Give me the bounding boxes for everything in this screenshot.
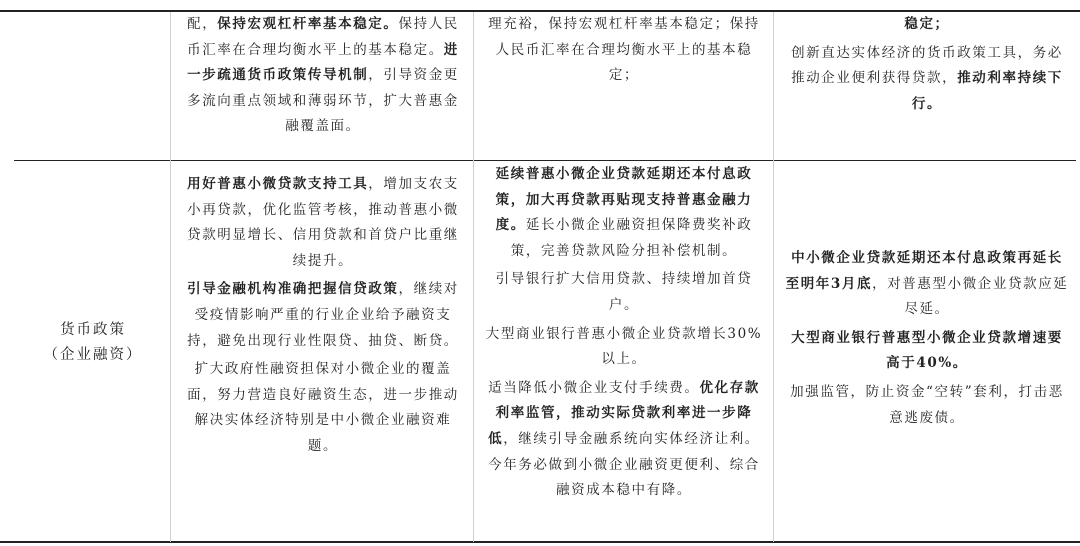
bold-text-run: 进一步疏通货币政策传导机制	[187, 41, 459, 84]
text-run: ，对普惠型小微企业贷款应延尽延。	[872, 275, 1069, 318]
bold-text-run: 引导金融机构准确把握信贷政策	[187, 281, 399, 298]
text-run: 创新直达实体经济的货币政策工具，务必推动企业便利获得贷款，	[791, 44, 1063, 87]
column-divider	[773, 12, 774, 542]
cell-paragraph	[484, 162, 764, 264]
row-label	[18, 318, 168, 368]
cell-paragraph	[784, 326, 1070, 377]
text-run: 引导银行扩大信用贷款、持续增加首贷户。	[495, 271, 753, 313]
cell-paragraph	[484, 376, 764, 504]
text-run: 配，	[187, 16, 218, 32]
cell-paragraph	[484, 12, 764, 89]
bold-text-run: 保持宏观杠杆率基本稳定。	[217, 16, 399, 32]
bold-text-run: 优化存款利率监管，推动实际贷款利率进一步降低	[488, 379, 760, 447]
row-label-line1: 货币政策	[60, 322, 126, 338]
row1-col3-cell	[484, 12, 764, 89]
bold-text-run: 用好普惠小微贷款支持工具	[187, 176, 369, 192]
table-bottom-rule	[0, 541, 1080, 543]
text-run: 保持人民币汇率在合理均衡水平上的基本稳定。	[187, 16, 459, 58]
column-divider	[170, 12, 171, 542]
text-run: ，增加支农支小再贷款，优化监管考核，推动普惠小微贷款明显增长、信用贷款和首贷户比重继续提升。	[187, 176, 459, 269]
text-run: 延长小微企业融资担保降费奖补政策，完善贷款风险分担补偿机制。	[510, 217, 753, 259]
cell-paragraph	[784, 41, 1070, 118]
row2-col3-cell	[484, 162, 764, 504]
bold-text-run: 稳定；	[904, 16, 950, 32]
text-run: 理充裕，保持宏观杠杆率基本稳定；保持人民币汇率在合理均衡水平上的基本稳定；	[488, 16, 760, 84]
cell-paragraph	[180, 277, 466, 354]
row-separator	[14, 160, 1076, 161]
text-run: 扩大政府性融资担保对小微企业的覆盖面，努力营造良好融资生态，进一步推动解决实体经济特别是中小微企业融资难题。	[187, 361, 459, 454]
cell-paragraph	[484, 322, 764, 373]
bold-text-run: 推动利率持续下行。	[911, 70, 1063, 112]
row-label-line2: （企业融资）	[43, 347, 143, 363]
bold-text-run: 中小微企业贷款延期还本付息政策再延长至明年3月底	[785, 250, 1063, 292]
text-run: 大型商业银行普惠小微企业贷款增长30%以上。	[485, 325, 763, 368]
text-run: ，引导资金更多流向重点领域和薄弱环节，扩大普惠金融覆盖面。	[187, 67, 459, 135]
cell-paragraph	[180, 12, 466, 140]
column-divider	[473, 12, 474, 542]
cell-paragraph	[784, 380, 1070, 431]
bold-text-run: 大型商业银行普惠型小微企业贷款增速要高于40%。	[791, 329, 1063, 372]
text-run: ，继续引导金融系统向实体经济让利。今年务必做到小微企业融资更便利、综合融资成本稳中有降。	[488, 430, 760, 499]
bold-text-run: 延续普惠小微企业贷款延期还本付息政策，加大再贷款再贴现支持普惠金融力度。	[495, 166, 753, 234]
cell-paragraph	[180, 172, 466, 274]
cell-paragraph	[784, 246, 1070, 323]
cell-paragraph	[784, 12, 1070, 38]
text-run: 适当降低小微企业支付手续费。	[488, 379, 700, 396]
cell-paragraph	[180, 357, 466, 459]
cell-paragraph	[484, 267, 764, 318]
text-run: ，继续对受疫情影响严重的行业企业给予融资支持，避免出现行业性限贷、抽贷、断贷。	[187, 281, 459, 349]
row2-col2-cell	[180, 172, 466, 460]
row1-col2-cell	[180, 12, 466, 140]
text-run: 加强监管，防止资金“空转”套利，打击恶意逃废债。	[790, 383, 1064, 426]
row2-col4-cell	[784, 246, 1070, 431]
row1-col4-cell	[784, 12, 1070, 117]
